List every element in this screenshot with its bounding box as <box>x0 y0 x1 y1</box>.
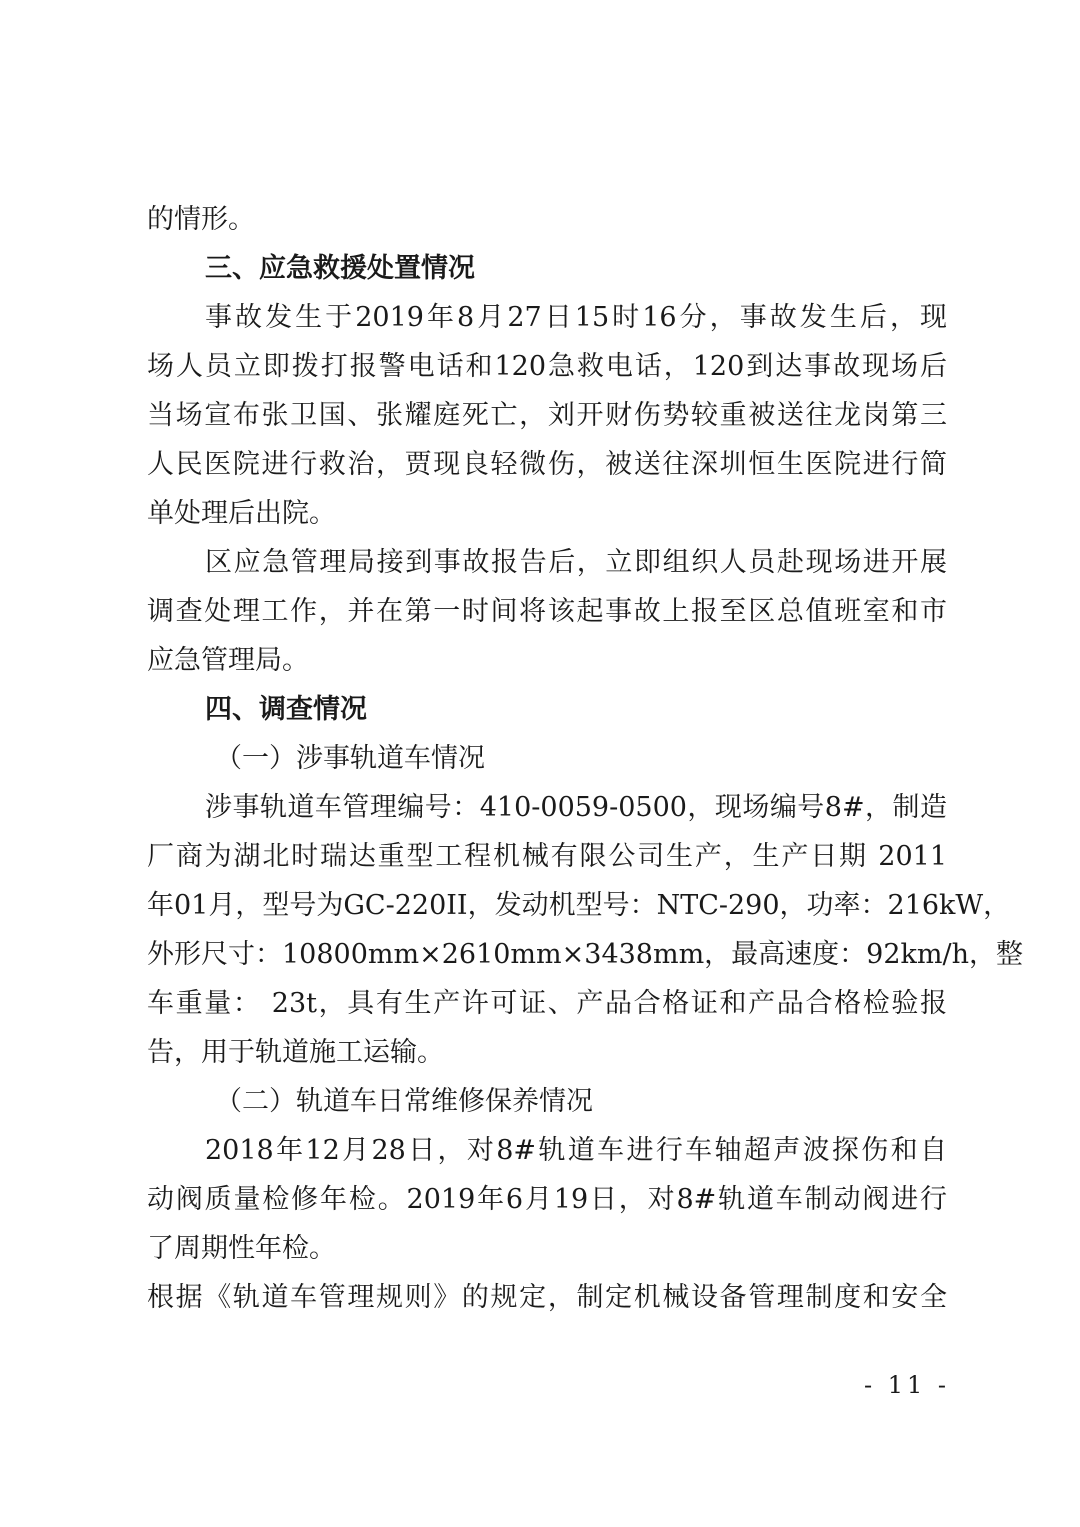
paragraph-line: 人民医院进行救治，贾现良轻微伤，被送往深圳恒生医院进行简 <box>147 449 947 480</box>
paragraph-line: 当场宣布张卫国、张耀庭死亡，刘开财伤势较重被送往龙岗第三 <box>147 400 947 431</box>
section-heading: 三、应急救援处置情况 <box>205 253 475 284</box>
paragraph-line: 动阀质量检修年检。2019年6月19日，对8#轨道车制动阀进行 <box>147 1184 947 1215</box>
paragraph-line: 年01月，型号为GC-220II，发动机型号：NTC-290，功率：216kW， <box>147 890 1011 921</box>
paragraph-line: 车重量： 23t，具有生产许可证、产品合格证和产品合格检验报 <box>147 988 947 1019</box>
page-number: - 11 - <box>863 1371 950 1399</box>
subsection-heading: （一）涉事轨道车情况 <box>215 743 485 774</box>
paragraph-line: 单处理后出院。 <box>147 498 336 529</box>
paragraph-line: 区应急管理局接到事故报告后，立即组织人员赴现场进开展 <box>205 547 947 578</box>
paragraph-line: 应急管理局。 <box>147 645 309 676</box>
paragraph-line: 场人员立即拨打报警电话和120急救电话，120到达事故现场后 <box>147 351 947 382</box>
paragraph-line: 了周期性年检。 <box>147 1233 336 1264</box>
subsection-heading: （二）轨道车日常维修保养情况 <box>215 1086 593 1117</box>
paragraph-line: 调查处理工作，并在第一时间将该起事故上报至区总值班室和市 <box>147 596 947 627</box>
text-line: 的情形。 <box>147 204 255 235</box>
paragraph-line: 涉事轨道车管理编号：410-0059-0500，现场编号8#，制造 <box>205 792 947 823</box>
paragraph-line: 事故发生于2019年8月27日15时16分，事故发生后，现 <box>205 302 947 333</box>
paragraph-line: 2018年12月28日，对8#轨道车进行车轴超声波探伤和自 <box>205 1135 947 1166</box>
section-heading: 四、调查情况 <box>205 694 367 725</box>
paragraph-line: 根据《轨道车管理规则》的规定，制定机械设备管理制度和安全 <box>147 1282 947 1313</box>
paragraph-line: 告，用于轨道施工运输。 <box>147 1037 444 1068</box>
paragraph-line: 外形尺寸：10800mm×2610mm×3438mm，最高速度：92km/h，整 <box>147 939 1023 970</box>
paragraph-line: 厂商为湖北时瑞达重型工程机械有限公司生产，生产日期 2011 <box>147 841 947 872</box>
